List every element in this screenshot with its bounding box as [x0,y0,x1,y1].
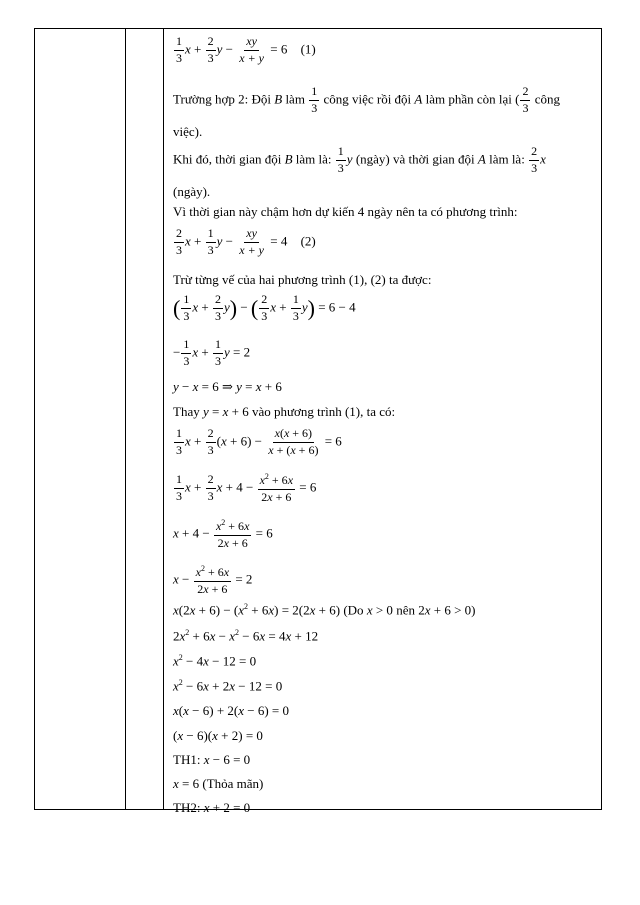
case-2-text-cont: việc). [173,124,203,139]
equation-step: $\frac{1}{3}$ x + $\frac{2}{3}$ (x + 6) − $\frac{x(x + 6)}{x + (x + 6)}$ = 6 [176,426,342,457]
column-divider [163,29,164,809]
equation-step: $x(2x + 6) - (x^2 + 6x) = 2(2x + 6)$ (Do x > 0 nên 2x + 6 > 0) [173,602,476,618]
substitute-text: Thay y = x + 6 vào phương trình (1), ta có: [173,404,396,419]
column-divider [125,29,126,809]
solution-table [34,28,602,815]
equation-step: x(x − 6) + 2(x − 6) = 0 [173,703,290,718]
subtract-text: Trừ từng vế của hai phương trình (1), (2) ta được: [173,272,432,287]
equation-1: $\frac{1}{3}$ x + $\frac{2}{3}$ y − $\frac{xy}{x + y}$ = 6 (1) [176,34,316,65]
equation-step: x + 4 − $\frac{x^2 + 6x}{2x + 6}$ = 6 [173,518,273,550]
equation-step: x − $\frac{x^2 + 6x}{2x + 6}$ = 2 [173,564,253,596]
equation-step: $x^2 - 4x - 12 = 0$ [173,653,257,669]
equation-step: $\frac{1}{3}$ x + $\frac{2}{3}$ x + 4 − $\frac{x^2 + 6x}{2x + 6}$ = 6 [176,472,317,504]
equation-tag: (2) [300,233,316,249]
case-1: TH1: x − 6 = 0 [173,752,251,767]
equation-step: (x − 6)(x + 2) = 0 [173,728,263,743]
case-2: TH2: x + 2 = 0 [173,800,251,815]
equation-step: y − x = 6 ⇒ y = x + 6 [173,379,282,394]
equation-step: ( $\frac{1}{3}$ x + $\frac{2}{3}$ y) − ( $\frac{2}{3}$ x + $\frac{1}{3}$ y) = 6 − 4 [173,292,356,323]
equation-step: $2x^2 + 6x - x^2 - 6x = 4x + 12$ [173,628,319,644]
case-1-result: x = 6 (Thỏa mãn) [173,776,264,791]
time-text: Khi đó, thời gian đội B làm là: $\frac{1}{3}$ y (ngày) và thời gian đội A làm là: $\frac{2}{3}$ x [173,144,546,175]
equation-step: − $\frac{1}{3}$ x + $\frac{1}{3}$ y = 2 [173,337,251,368]
equation-tag: (1) [300,41,316,57]
time-text-cont: (ngày). [173,184,211,199]
slower-text: Vì thời gian này chậm hơn dự kiến 4 ngày nên ta có phương trình: [173,204,518,219]
equation-step: $x^2 - 6x + 2x - 12 = 0$ [173,678,283,694]
case-2-text: Trường hợp 2: Đội B làm $\frac{1}{3}$ công việc rồi đội A làm phần còn lại ( $\frac{2}{3}$ công [173,84,561,115]
equation-2: $\frac{2}{3}$ x + $\frac{1}{3}$ y − $\frac{xy}{x + y}$ = 4 (2) [176,226,316,257]
